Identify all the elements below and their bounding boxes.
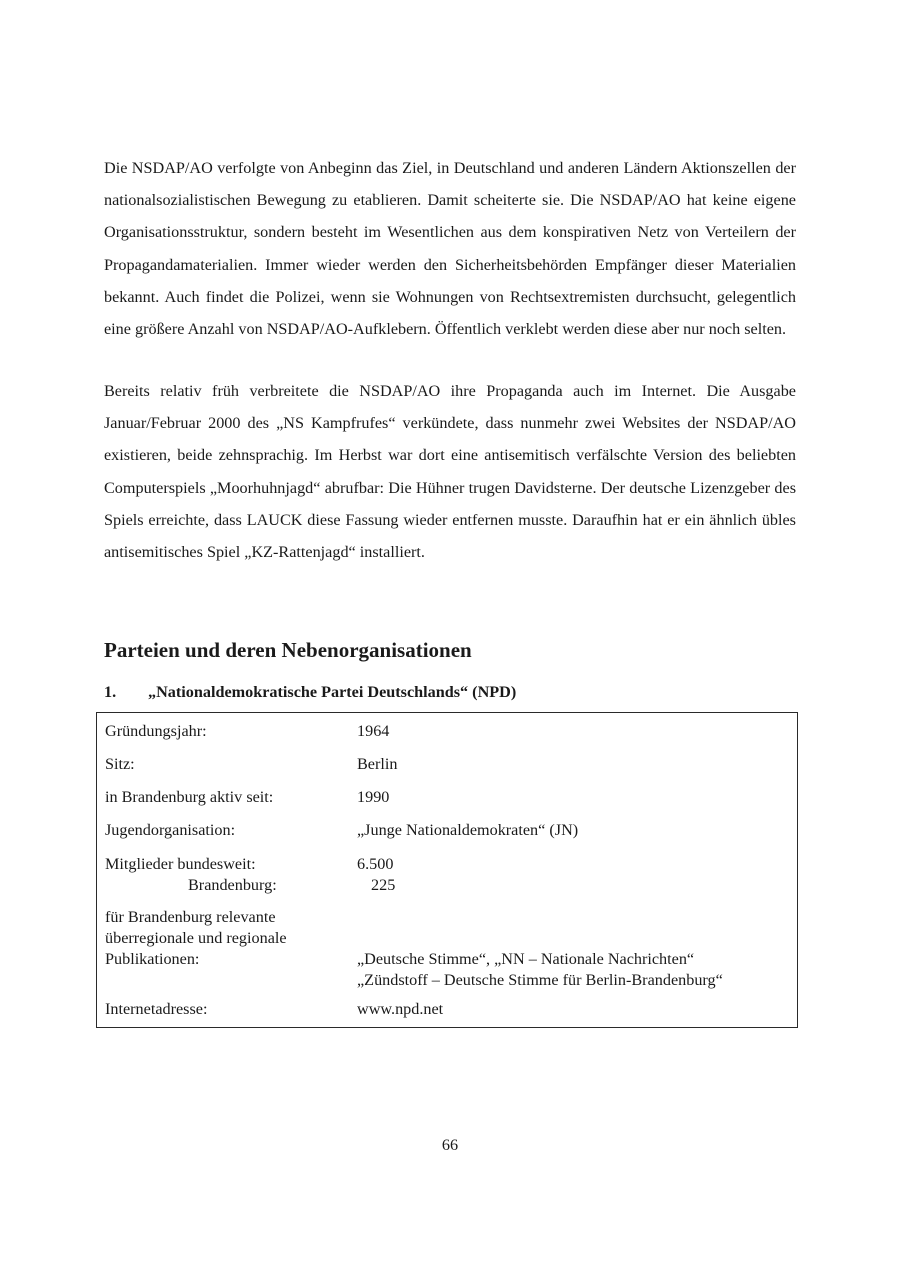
founded-label: Gründungsjahr: bbox=[105, 722, 207, 740]
active-since-value: 1990 bbox=[357, 788, 390, 806]
publications-label-line-3: Publikationen: bbox=[105, 950, 200, 968]
active-since-label: in Brandenburg aktiv seit: bbox=[105, 788, 274, 806]
founded-value: 1964 bbox=[357, 722, 390, 740]
body-paragraph-nsdap-ao-goals: Die NSDAP/AO verfolgte von Anbeginn das Ziel, in Deutschland und anderen Ländern Aktionszellen der nationalsozialistischen Bewegung zu etablieren. Damit scheiterte sie. Die NSDAP/AO hat keine eigene Organisationsstruktur, sondern besteht im Wesentlichen aus dem konspirativen Netz von Verteilern der Propagandamaterialien. Immer wieder werden den Sicherheitsbehörden Empfänger dieser Materialien bekannt. Auch findet die Polizei, wenn sie Wohnungen von Rechtsextremisten durchsucht, gelegentlich eine größere Anzahl von NSDAP/AO-Aufklebern. Öffentlich verklebt werden diese aber nur noch selten. bbox=[104, 159, 796, 339]
members-values bbox=[357, 854, 797, 896]
publications-value-line-2: „Zündstoff – Deutsche Stimme für Berlin-Brandenburg“ bbox=[357, 971, 723, 989]
section-heading: Parteien und deren Nebenorganisationen bbox=[104, 638, 472, 662]
members-national-label: Mitglieder bundesweit: bbox=[105, 855, 256, 873]
publications-value bbox=[357, 949, 797, 991]
youth-org-label: Jugendorganisation: bbox=[105, 821, 236, 839]
publications-value-line-1: „Deutsche Stimme“, „NN – Nationale Nachrichten“ bbox=[357, 950, 695, 968]
members-brandenburg-value: 225 bbox=[371, 876, 396, 894]
party-info-box bbox=[96, 712, 798, 1028]
website-value: www.npd.net bbox=[357, 1000, 444, 1018]
seat-label: Sitz: bbox=[105, 755, 135, 773]
subsection-number: 1. bbox=[104, 683, 117, 701]
members-national-value: 6.500 bbox=[357, 855, 394, 873]
subsection-title: „Nationaldemokratische Partei Deutschlands“ (NPD) bbox=[148, 683, 517, 701]
members-labels bbox=[105, 854, 345, 896]
seat-value: Berlin bbox=[357, 755, 398, 773]
page-number: 66 bbox=[441, 1136, 459, 1154]
publications-label-line-1: für Brandenburg relevante bbox=[105, 908, 276, 926]
subsection-heading bbox=[104, 680, 516, 704]
publications-label-line-2: überregionale und regionale bbox=[105, 929, 287, 947]
members-brandenburg-label: Brandenburg: bbox=[188, 876, 277, 894]
website-label: Internetadresse: bbox=[105, 1000, 208, 1018]
body-paragraph-nsdap-ao-internet: Bereits relativ früh verbreitete die NSDAP/AO ihre Propaganda auch im Internet. Die Ausgabe Januar/Februar 2000 des „NS Kampfrufes“ verkündete, dass nunmehr zwei Websites der NSDAP/AO existieren, beide zehnsprachig. Im Herbst war dort eine antisemitisch verfälschte Version des beliebten Computerspiels „Moorhuhnjagd“ abrufbar: Die Hühner trugen Davidsterne. Der deutsche Lizenzgeber des Spiels erreichte, dass LAUCK diese Fassung wieder entfernen musste. Daraufhin hat er ein ähnlich übles antisemitisches Spiel „KZ-Rattenjagd“ installiert. bbox=[104, 382, 796, 562]
youth-org-value: „Junge Nationaldemokraten“ (JN) bbox=[357, 821, 579, 839]
publications-label bbox=[105, 907, 345, 970]
